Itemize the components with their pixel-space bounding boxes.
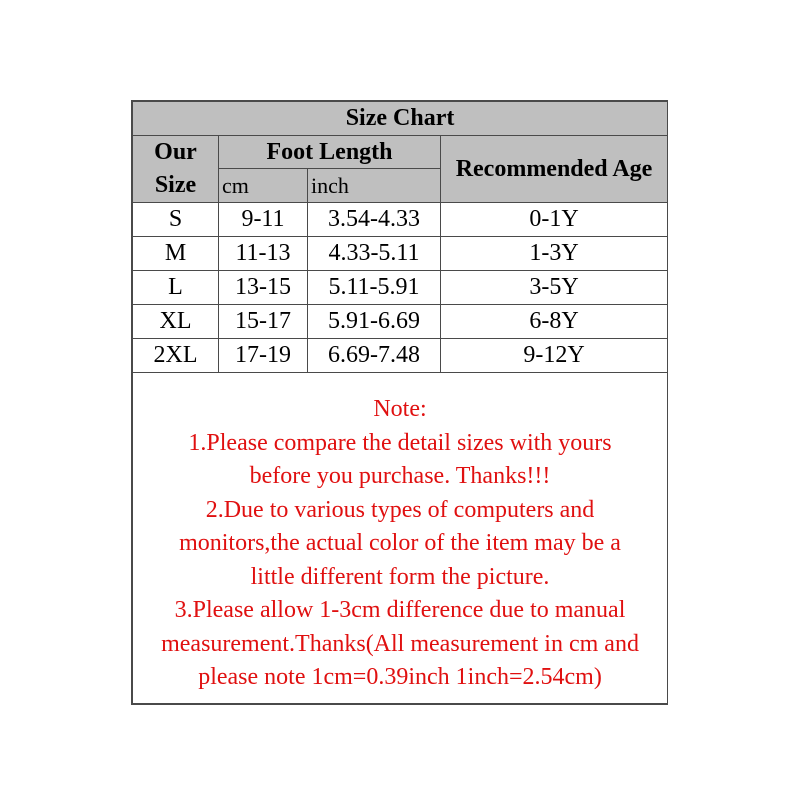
note-line: measurement.Thanks(All measurement in cm and	[161, 630, 639, 657]
table-row	[133, 339, 668, 373]
size-cell: L	[133, 271, 219, 305]
age-cell: 6-8Y	[441, 305, 668, 339]
note-line: 3.Please allow 1-3cm difference due to manual	[174, 597, 626, 623]
size-cell: 2XL	[133, 339, 219, 373]
size-header-line2: Size	[154, 172, 197, 198]
size-cell: XL	[133, 305, 219, 339]
note-line: little different form the picture.	[250, 563, 550, 590]
note-block	[133, 373, 667, 695]
note-line: 1.Please compare the detail sizes with yours	[188, 429, 612, 456]
size-header	[133, 136, 219, 203]
cm-header: cm	[219, 169, 308, 203]
foot-length-header: Foot Length	[219, 136, 441, 169]
table-row	[133, 237, 668, 271]
age-cell: 9-12Y	[441, 339, 668, 373]
size-chart-table	[132, 101, 668, 704]
size-cell: M	[133, 237, 219, 271]
inch-cell: 6.69-7.48	[308, 339, 441, 373]
chart-title: Size Chart	[133, 102, 668, 136]
age-cell: 1-3Y	[441, 237, 668, 271]
inch-cell: 4.33-5.11	[308, 237, 441, 271]
size-header-line1: Our	[154, 139, 197, 165]
age-cell: 3-5Y	[441, 271, 668, 305]
inch-cell: 3.54-4.33	[308, 203, 441, 237]
cm-cell: 11-13	[219, 237, 308, 271]
cm-cell: 17-19	[219, 339, 308, 373]
note-cell	[133, 373, 668, 704]
note-line: before you purchase. Thanks!!!	[249, 463, 551, 489]
inch-header: inch	[308, 169, 441, 203]
table-row	[133, 271, 668, 305]
table-row	[133, 203, 668, 237]
note-line: 2.Due to various types of computers and	[205, 496, 595, 523]
cm-cell: 9-11	[219, 203, 308, 237]
table-row	[133, 305, 668, 339]
inch-cell: 5.91-6.69	[308, 305, 441, 339]
size-chart	[131, 100, 668, 705]
age-cell: 0-1Y	[441, 203, 668, 237]
cm-cell: 13-15	[219, 271, 308, 305]
note-line: Note:	[373, 396, 427, 422]
note-line: please note 1cm=0.39inch 1inch=2.54cm)	[198, 664, 602, 690]
inch-cell: 5.11-5.91	[308, 271, 441, 305]
age-header: Recommended Age	[441, 136, 668, 203]
size-cell: S	[133, 203, 219, 237]
cm-cell: 15-17	[219, 305, 308, 339]
note-line: monitors,the actual color of the item may be a	[179, 530, 621, 556]
